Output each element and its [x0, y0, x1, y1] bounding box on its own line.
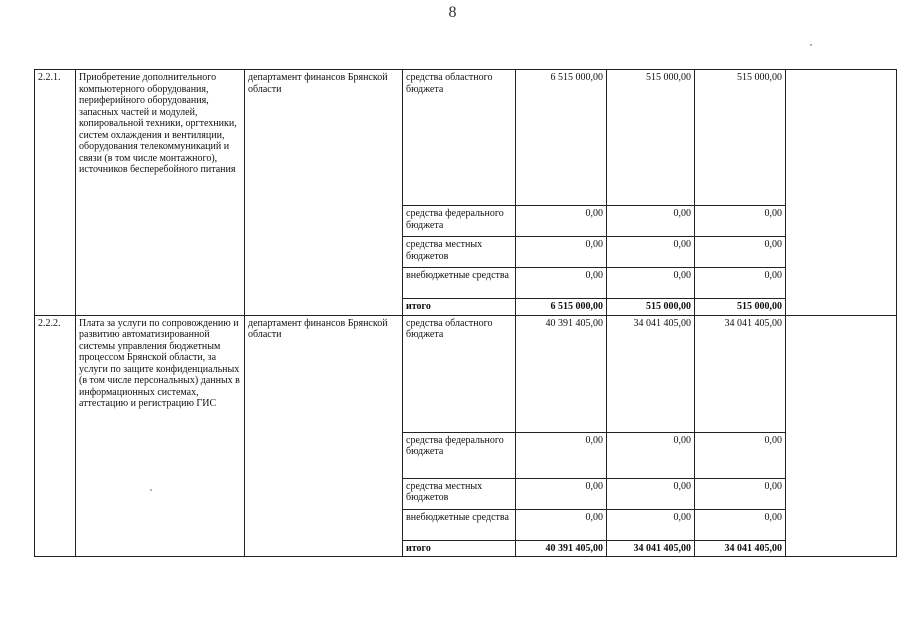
value-cell: 34 041 405,00 [695, 315, 786, 432]
total-value: 515 000,00 [607, 299, 695, 316]
empty-cell [786, 70, 897, 316]
source-label: средства областного бюджета [403, 70, 516, 206]
total-value: 40 391 405,00 [516, 540, 607, 557]
row-name: Приобретение дополнительного компьютерного оборудования, периферийного оборудования, запасных частей и модулей, копировальной техники, оргтехники, систем охлаждения и вентиляции, оборудования телекоммуникаций и связи (в том числе монтажного), источников бесперебойного питания [76, 70, 245, 316]
source-label: средства местных бюджетов [403, 478, 516, 509]
value-cell: 0,00 [607, 237, 695, 268]
value-cell: 0,00 [607, 478, 695, 509]
row-executor: департамент финансов Брянской области [245, 70, 403, 316]
value-cell: 0,00 [695, 432, 786, 478]
source-label: средства федерального бюджета [403, 432, 516, 478]
value-cell: 0,00 [695, 478, 786, 509]
row-code: 2.2.2. [35, 315, 76, 557]
scan-speck [810, 44, 812, 46]
row-code: 2.2.1. [35, 70, 76, 316]
value-cell: 0,00 [516, 509, 607, 540]
total-value: 34 041 405,00 [607, 540, 695, 557]
source-label: средства областного бюджета [403, 315, 516, 432]
value-cell: 0,00 [695, 237, 786, 268]
value-cell: 0,00 [607, 432, 695, 478]
row-name: Плата за услуги по сопровождению и развитию автоматизированной системы управления бюджетным процессом Брянской области, за услуги по защите конфиденциальных (в том числе персональных) данных в информационных системах, аттестацию и регистрацию ГИС [76, 315, 245, 557]
source-label: внебюджетные средства [403, 268, 516, 299]
value-cell: 0,00 [516, 237, 607, 268]
source-label: внебюджетные средства [403, 509, 516, 540]
total-value: 515 000,00 [695, 299, 786, 316]
page-number: 8 [448, 4, 457, 21]
value-cell: 0,00 [516, 268, 607, 299]
value-cell: 0,00 [607, 206, 695, 237]
value-cell: 0,00 [695, 509, 786, 540]
value-cell: 515 000,00 [695, 70, 786, 206]
value-cell: 0,00 [607, 268, 695, 299]
value-cell: 0,00 [516, 206, 607, 237]
total-label: итого [403, 540, 516, 557]
table-row [35, 70, 897, 206]
value-cell: 0,00 [607, 509, 695, 540]
value-cell: 6 515 000,00 [516, 70, 607, 206]
value-cell: 515 000,00 [607, 70, 695, 206]
source-label: средства федерального бюджета [403, 206, 516, 237]
total-value: 34 041 405,00 [695, 540, 786, 557]
total-label: итого [403, 299, 516, 316]
value-cell: 0,00 [516, 478, 607, 509]
value-cell: 0,00 [516, 432, 607, 478]
row-executor: департамент финансов Брянской области [245, 315, 403, 557]
scan-speck [150, 489, 152, 491]
value-cell: 40 391 405,00 [516, 315, 607, 432]
budget-table [34, 69, 897, 557]
source-label: средства местных бюджетов [403, 237, 516, 268]
empty-cell [786, 315, 897, 557]
value-cell: 0,00 [695, 268, 786, 299]
total-value: 6 515 000,00 [516, 299, 607, 316]
value-cell: 34 041 405,00 [607, 315, 695, 432]
table-row [35, 315, 897, 432]
value-cell: 0,00 [695, 206, 786, 237]
